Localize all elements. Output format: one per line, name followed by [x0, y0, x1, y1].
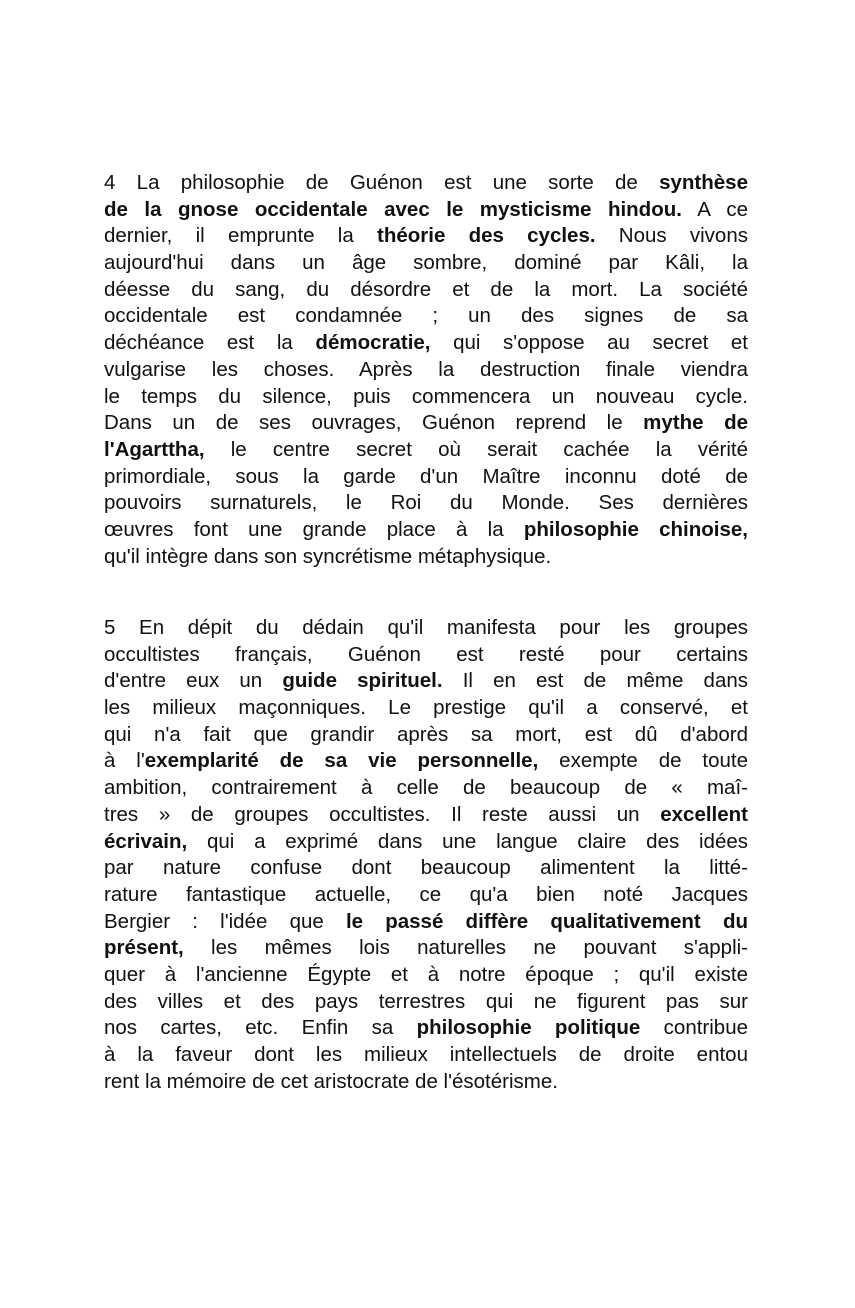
bold-emphasis: guide spirituel.	[282, 669, 443, 693]
bold-emphasis: de la gnose occidentale avec le mysticisme hindou.	[104, 197, 682, 221]
text-run: déchéance est la	[104, 331, 316, 355]
text-line	[104, 802, 748, 829]
text-line	[104, 855, 748, 882]
text-line	[104, 410, 748, 437]
text-run: vulgarise les choses. Après la destruction finale viendra	[104, 357, 748, 381]
bold-emphasis: écrivain,	[104, 829, 188, 853]
text-line	[104, 989, 748, 1016]
text-line	[104, 170, 748, 197]
text-run: le temps du silence, puis commencera un nouveau cycle.	[104, 384, 748, 408]
text-run: exempte de toute	[538, 749, 748, 773]
text-run: qui n'a fait que grandir après sa mort, est dû d'abord	[104, 722, 748, 746]
text-line	[104, 517, 748, 544]
text-line	[104, 437, 748, 464]
text-run: d'entre eux un	[104, 669, 283, 693]
text-line	[104, 615, 748, 642]
text-run: par nature confuse dont beaucoup alimentent la litté-	[104, 856, 748, 880]
text-line	[104, 303, 748, 330]
text-line	[104, 1069, 748, 1096]
text-run: déesse du sang, du désordre et de la mort. La société	[104, 277, 748, 301]
bold-emphasis: l'Agarttha,	[104, 437, 205, 461]
text-line	[104, 1015, 748, 1042]
text-run: qu'il intègre dans son syncrétisme métaphysique.	[104, 544, 552, 568]
text-run: Dans un de ses ouvrages, Guénon reprend le	[104, 411, 644, 435]
bold-emphasis: présent,	[104, 936, 184, 960]
bold-emphasis: philosophie politique	[416, 1016, 641, 1040]
text-run: qui a exprimé dans une langue claire des idées	[187, 829, 748, 853]
text-line	[104, 464, 748, 491]
text-line	[104, 544, 748, 571]
text-line	[104, 223, 748, 250]
text-line	[104, 490, 748, 517]
text-run: tres » de groupes occultistes. Il reste aussi un	[104, 802, 661, 826]
text-line	[104, 642, 748, 669]
text-run: rature fantastique actuelle, ce qu'a bien noté Jacques	[104, 882, 748, 906]
text-line	[104, 197, 748, 224]
paragraph-4	[104, 170, 748, 570]
text-line	[104, 695, 748, 722]
text-line	[104, 935, 748, 962]
text-run: contribue	[640, 1016, 748, 1040]
text-run: occultistes français, Guénon est resté pour certains	[104, 642, 748, 666]
text-run: les mêmes lois naturelles ne pouvant s'appli-	[183, 936, 748, 960]
text-run: ambition, contrairement à celle de beaucoup de « maî-	[104, 776, 748, 800]
text-line	[104, 1042, 748, 1069]
text-run: Bergier : l'idée que	[104, 909, 346, 933]
text-run: à l'	[104, 749, 145, 773]
text-run: pouvoirs surnaturels, le Roi du Monde. Ses dernières	[104, 491, 748, 515]
bold-emphasis: exemplarité de sa vie personnelle,	[144, 749, 539, 773]
bold-emphasis: théorie des cycles.	[377, 224, 596, 248]
text-line	[104, 330, 748, 357]
text-run: nos cartes, etc. Enfin sa	[104, 1016, 417, 1040]
bold-emphasis: synthèse	[659, 171, 748, 194]
text-line	[104, 277, 748, 304]
text-run: primordiale, sous la garde d'un Maître inconnu doté de	[104, 464, 748, 488]
text-run: 4 La philosophie de Guénon est une sorte de	[104, 171, 660, 194]
bold-emphasis: le passé diffère qualitativement du	[345, 909, 748, 933]
text-line	[104, 722, 748, 749]
bold-emphasis: démocratie,	[315, 331, 431, 355]
text-run: occidentale est condamnée ; un des signes de sa	[104, 304, 748, 328]
text-run: à la faveur dont les milieux intellectuels de droite entou	[104, 1043, 748, 1066]
bold-emphasis: excellent	[660, 802, 748, 826]
text-line	[104, 668, 748, 695]
text-run: le centre secret où serait cachée la vérité	[204, 437, 748, 461]
paragraph-5	[104, 615, 748, 1095]
text-line	[104, 748, 748, 775]
text-line	[104, 775, 748, 802]
text-line	[104, 962, 748, 989]
text-run: œuvres font une grande place à la	[104, 517, 524, 541]
text-run: A ce	[681, 197, 748, 221]
text-run: quer à l'ancienne Égypte et à notre époque ; qu'il existe	[104, 962, 748, 986]
text-line	[104, 357, 748, 384]
text-run: rent la mémoire de cet aristocrate de l'ésotérisme.	[104, 1069, 558, 1093]
text-run: dernier, il emprunte la	[104, 224, 377, 248]
text-run: les milieux maçonniques. Le prestige qu'il a conservé, et	[104, 696, 748, 720]
text-run: Il en est de même dans	[442, 669, 748, 693]
text-line	[104, 250, 748, 277]
text-line	[104, 829, 748, 856]
text-line	[104, 384, 748, 411]
text-run: qui s'oppose au secret et	[430, 331, 748, 355]
bold-emphasis: philosophie chinoise,	[523, 517, 748, 541]
text-run: Nous vivons	[595, 224, 748, 248]
text-run: des villes et des pays terrestres qui ne figurent pas sur	[104, 989, 748, 1013]
text-run: aujourd'hui dans un âge sombre, dominé par Kâli, la	[104, 251, 748, 275]
text-run: 5 En dépit du dédain qu'il manifesta pour les groupes	[104, 616, 748, 639]
bold-emphasis: mythe de	[643, 411, 748, 435]
text-line	[104, 909, 748, 936]
text-line	[104, 882, 748, 909]
